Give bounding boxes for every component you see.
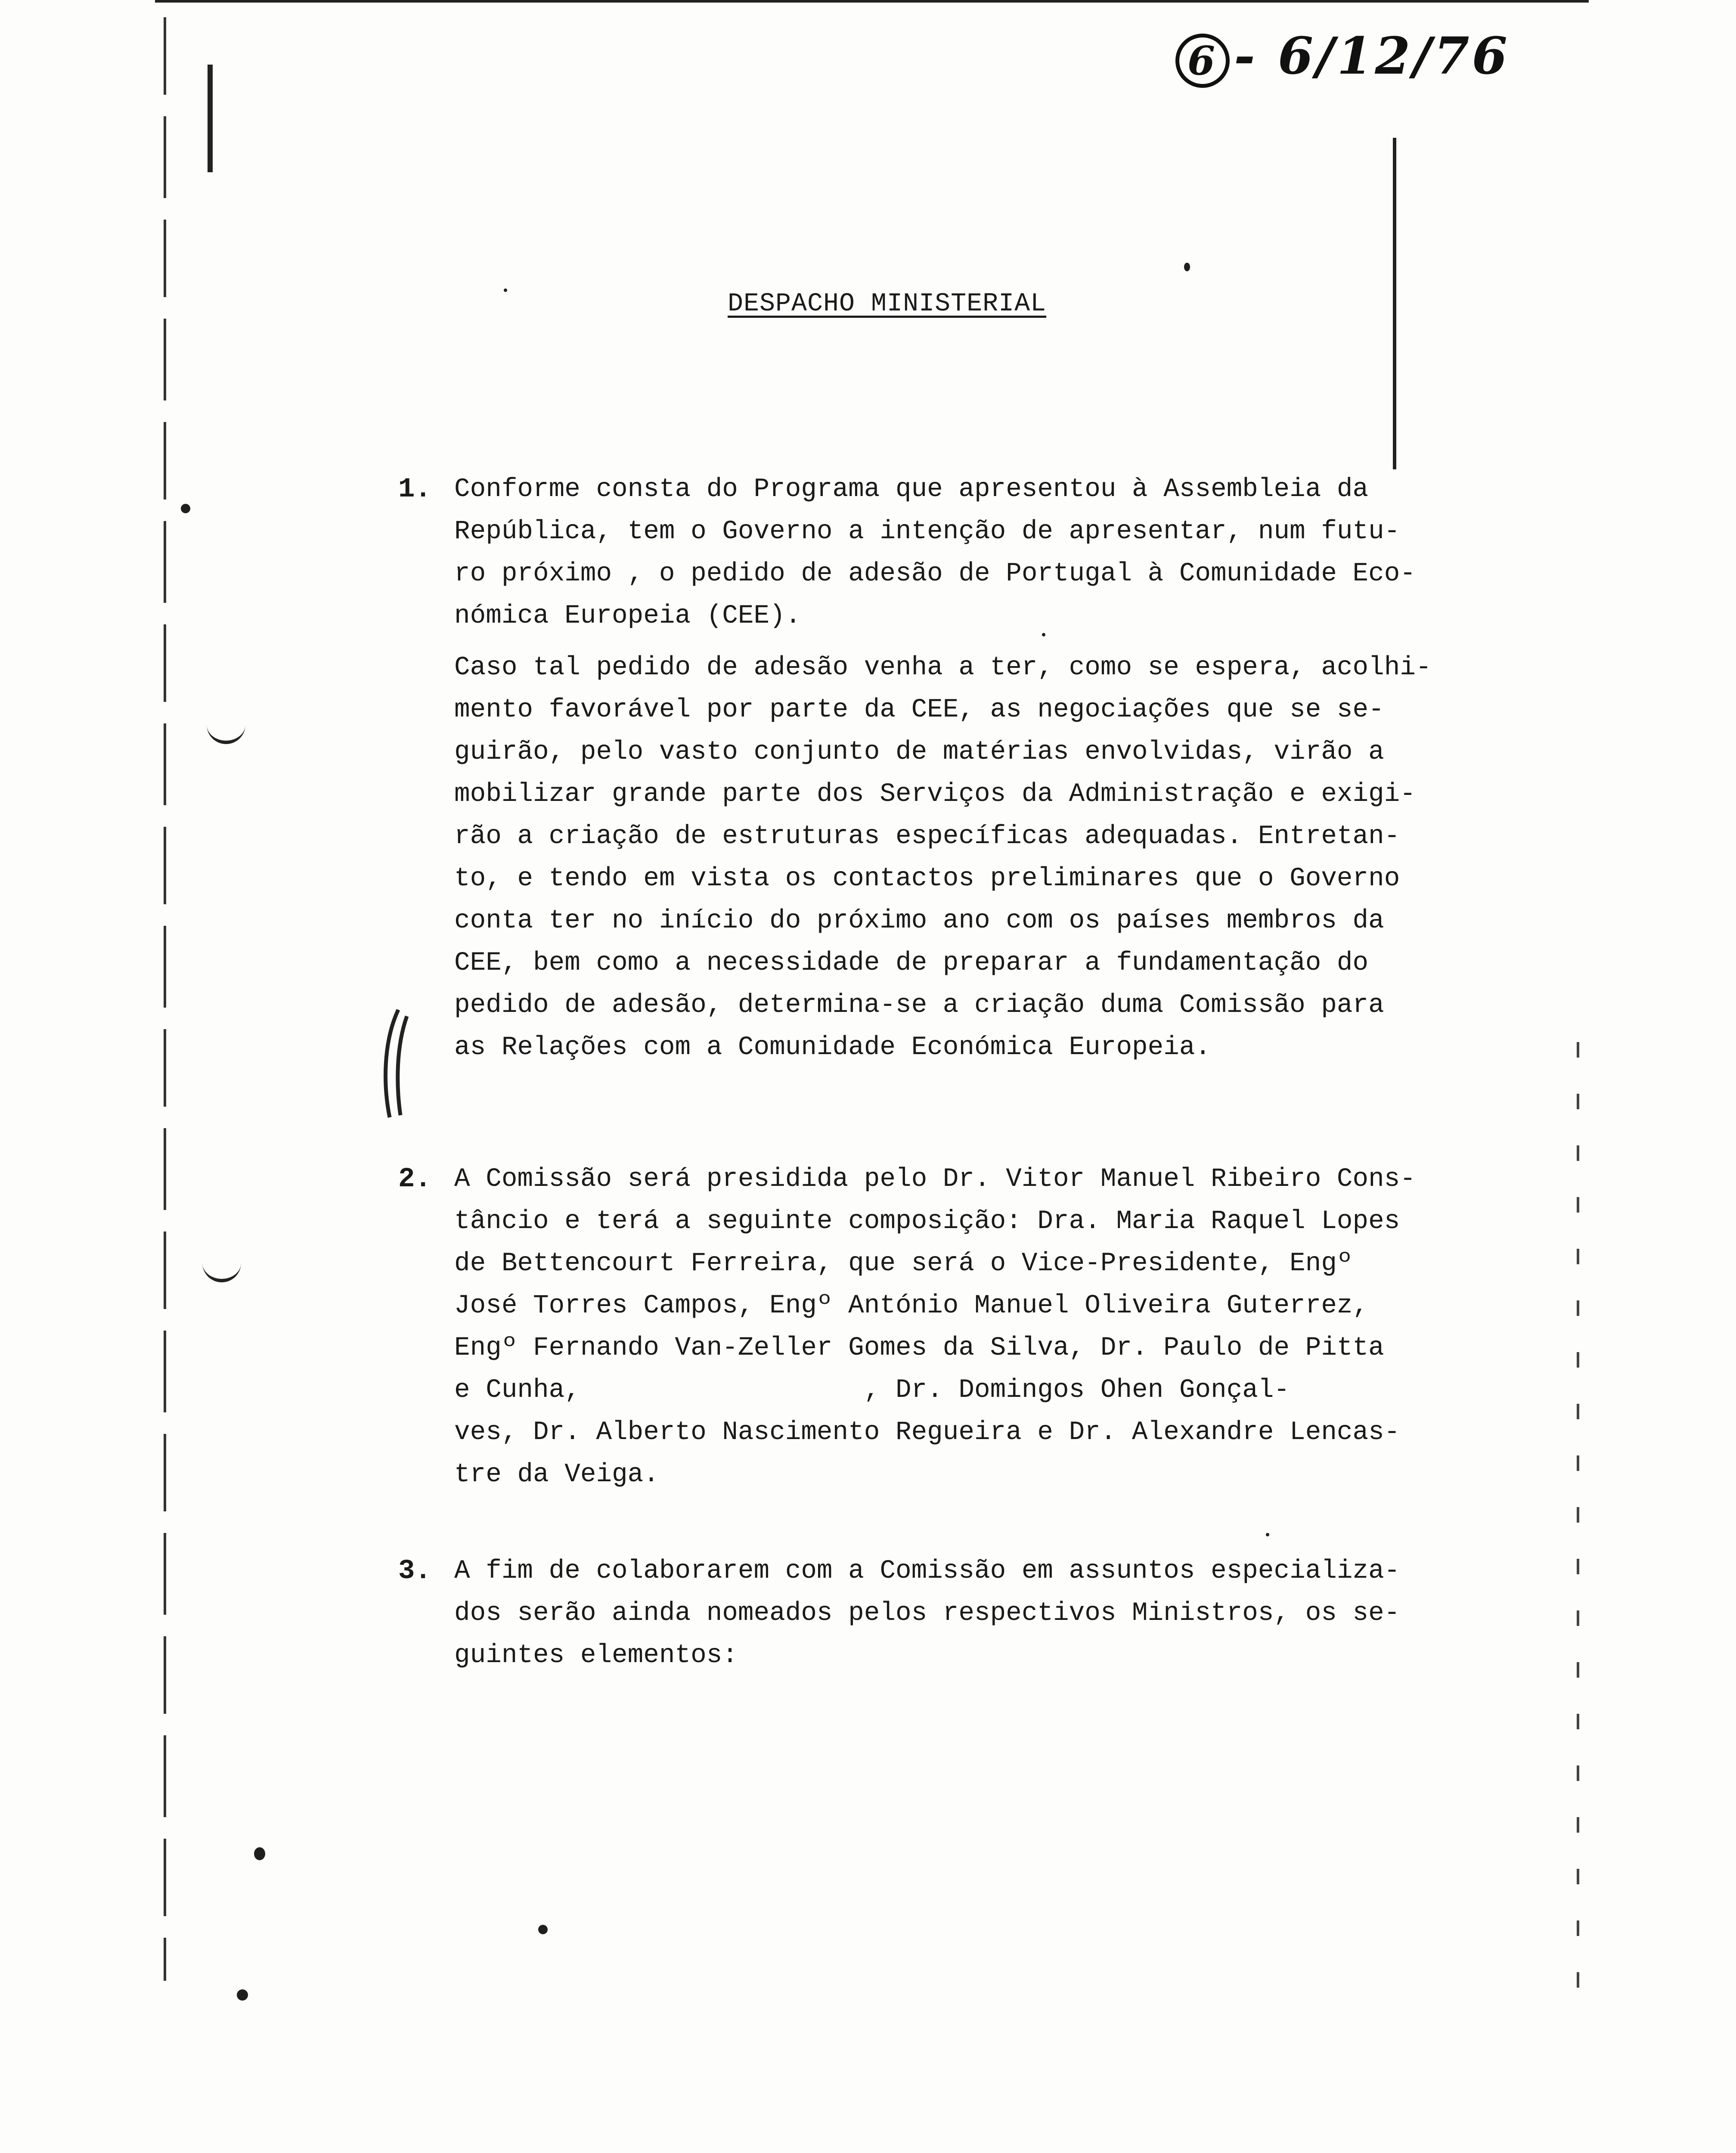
text-line: as Relações com a Comunidade Económica Europeia. [454,1033,1211,1062]
text-line: mobilizar grande parte dos Serviços da Administração e exigi- [454,779,1416,809]
text-line: Conforme consta do Programa que apresentou à Assembleia da [454,475,1369,504]
paragraph [454,1550,1552,1677]
text-line: CEE, bem como a necessidade de preparar a fundamentação do [454,948,1369,978]
text-line: Engº Fernando Van-Zeller Gomes da Silva, Dr. Paulo de Pitta [454,1333,1384,1363]
text-line: A fim de colaborarem com a Comissão em assuntos especializa- [454,1556,1400,1586]
handwritten-annotation [1175,26,1510,88]
scan-speck [254,1847,265,1860]
text-line: mento favorável por parte da CEE, as negociações que se se- [454,695,1384,725]
text-line: rão a criação de estruturas específicas adequadas. Entretan- [454,822,1400,851]
margin-mark [207,723,245,744]
numbered-item [398,1158,1552,1496]
scan-right-rule [1393,138,1396,469]
item-number: 1. [398,474,431,505]
text-line: nómica Europeia (CEE). [454,601,801,631]
scan-speck [181,504,190,513]
paragraph [454,1158,1552,1496]
text-line: de Bettencourt Ferreira, que será o Vice-Presidente, Engº [454,1249,1353,1278]
scan-speck [237,1989,248,2001]
scan-top-rule [155,0,1589,3]
text-line: tâncio e terá a seguinte composição: Dra. Maria Raquel Lopes [454,1207,1400,1236]
scan-left-border [164,17,166,1981]
circled-number: 6 [1175,34,1230,88]
item-number: 2. [398,1164,431,1195]
numbered-item [398,468,1552,1069]
margin-mark [202,1262,241,1282]
text-line: Caso tal pedido de adesão venha a ter, como se espera, acolhi- [454,653,1432,683]
scan-speck [504,289,507,292]
text-line: to, e tendo em vista os contactos preliminares que o Governo [454,864,1400,893]
paragraph [454,468,1552,637]
text-line: e Cunha, , Dr. Domingos Ohen Gonçal- [454,1375,1290,1405]
text-line: A Comissão será presidida pelo Dr. Vitor Manuel Ribeiro Cons- [454,1164,1416,1194]
scan-speck [1184,263,1190,271]
margin-mark [208,65,213,172]
text-line: ves, Dr. Alberto Nascimento Regueira e Dr. Alexandre Lencas- [454,1418,1400,1447]
item-number: 3. [398,1556,431,1587]
text-line: ro próximo , o pedido de adesão de Portugal à Comunidade Eco- [454,559,1416,589]
text-line: guirão, pelo vasto conjunto de matérias envolvidas, virão a [454,737,1384,767]
text-line: dos serão ainda nomeados pelos respectivos Ministros, os se- [454,1598,1400,1628]
text-line: José Torres Campos, Engº António Manuel Oliveira Guterrez, [454,1291,1369,1321]
paragraph [454,647,1552,1069]
text-line: tre da Veiga. [454,1460,659,1489]
scan-speck [1266,1533,1269,1536]
scan-right-dots [1577,1042,1579,1998]
annotation-date: - 6/12/76 [1234,26,1510,86]
numbered-item [398,1550,1552,1677]
margin-bracket-mark [381,1008,411,1120]
text-line: guintes elementos: [454,1641,738,1670]
text-line: pedido de adesão, determina-se a criação duma Comissão para [454,990,1384,1020]
document-title: DESPACHO MINISTERIAL [728,289,1047,319]
text-line: conta ter no início do próximo ano com os países membros da [454,906,1384,936]
text-line: República, tem o Governo a intenção de apresentar, num futu- [454,517,1400,546]
scan-speck [538,1925,548,1934]
